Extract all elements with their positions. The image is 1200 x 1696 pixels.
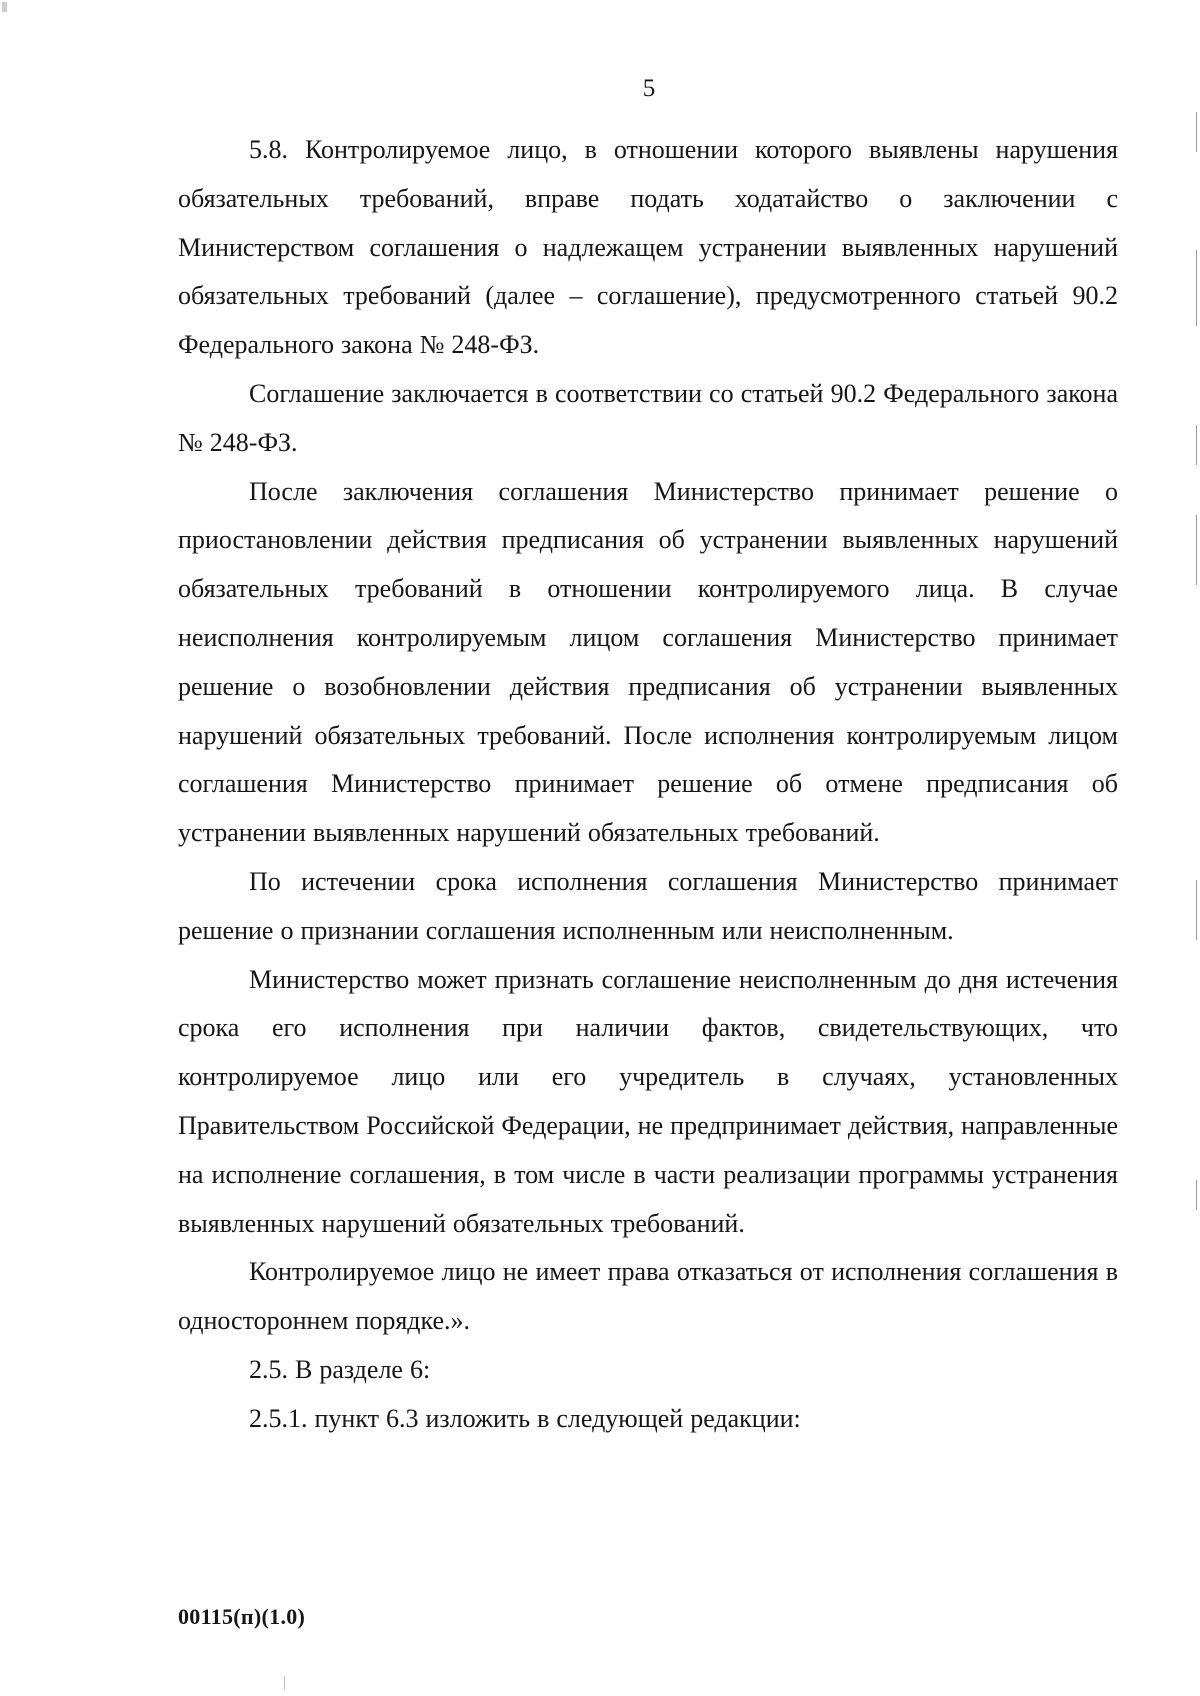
scan-edge-mark bbox=[1196, 425, 1197, 465]
scan-edge-mark bbox=[284, 1676, 285, 1690]
scan-edge-mark bbox=[1196, 1180, 1197, 1210]
paragraph-suspension-decision: После заключения соглашения Министерство принимает решение о приостановлении действия предписания об устранении выявленных нарушений обязательных требований в отношении контролируемого лица. В случае неисполнения контролируемым лицом соглашения Министерство принимает решение о возобновлении действия предписания об устранении выявленных нарушений обязательных требований. После исполнения контролируемым лицом соглашения Министерство принимает решение об отмене предписания об устранении выявленных нарушений обязательных требований. bbox=[178, 476, 1118, 848]
paragraph-no-unilateral-refusal: Контролируемое лицо не имеет права отказаться от исполнения соглашения в одностороннем порядке.». bbox=[178, 1257, 1118, 1336]
paragraph-2-5: 2.5. В разделе 6: bbox=[249, 1354, 431, 1384]
document-code: 00115(п)(1.0) bbox=[178, 1604, 306, 1629]
scan-edge-mark bbox=[1196, 515, 1197, 585]
scan-edge-mark bbox=[2, 2, 7, 12]
paragraph-agreement-conclusion: Соглашение заключается в соответствии со статьей 90.2 Федерального закона № 248-ФЗ. bbox=[178, 378, 1118, 457]
scan-edge-mark bbox=[1196, 250, 1197, 326]
paragraph-term-expiry: По истечении срока исполнения соглашения Министерство принимает решение о признании соглашения исполненным или неисполненным. bbox=[178, 866, 1118, 945]
document-body bbox=[178, 126, 1118, 1444]
paragraph-2-5-1: 2.5.1. пункт 6.3 изложить в следующей редакции: bbox=[249, 1403, 801, 1433]
paragraph-5-8: 5.8. Контролируемое лицо, в отношении которого выявлены нарушения обязательных требований, вправе подать ходатайство о заключении с Министерством соглашения о надлежащем устранении выявленных нарушений обязательных требований (далее – соглашение), предусмотренного статьей 90.2 Федерального закона № 248-ФЗ. bbox=[178, 135, 1118, 360]
page-number: 5 bbox=[642, 75, 656, 102]
scan-edge-mark bbox=[1196, 112, 1197, 152]
paragraph-early-non-fulfillment: Министерство может признать соглашение неисполненным до дня истечения срока его исполнения при наличии фактов, свидетельствующих, что контролируемое лицо или его учредитель в случаях, установленных Правительством Российской Федерации, не предпринимает действия, направленные на исполнение соглашения, в том числе в части реализации программы устранения выявленных нарушений обязательных требований. bbox=[178, 964, 1118, 1238]
scan-edge-mark bbox=[1196, 880, 1197, 940]
